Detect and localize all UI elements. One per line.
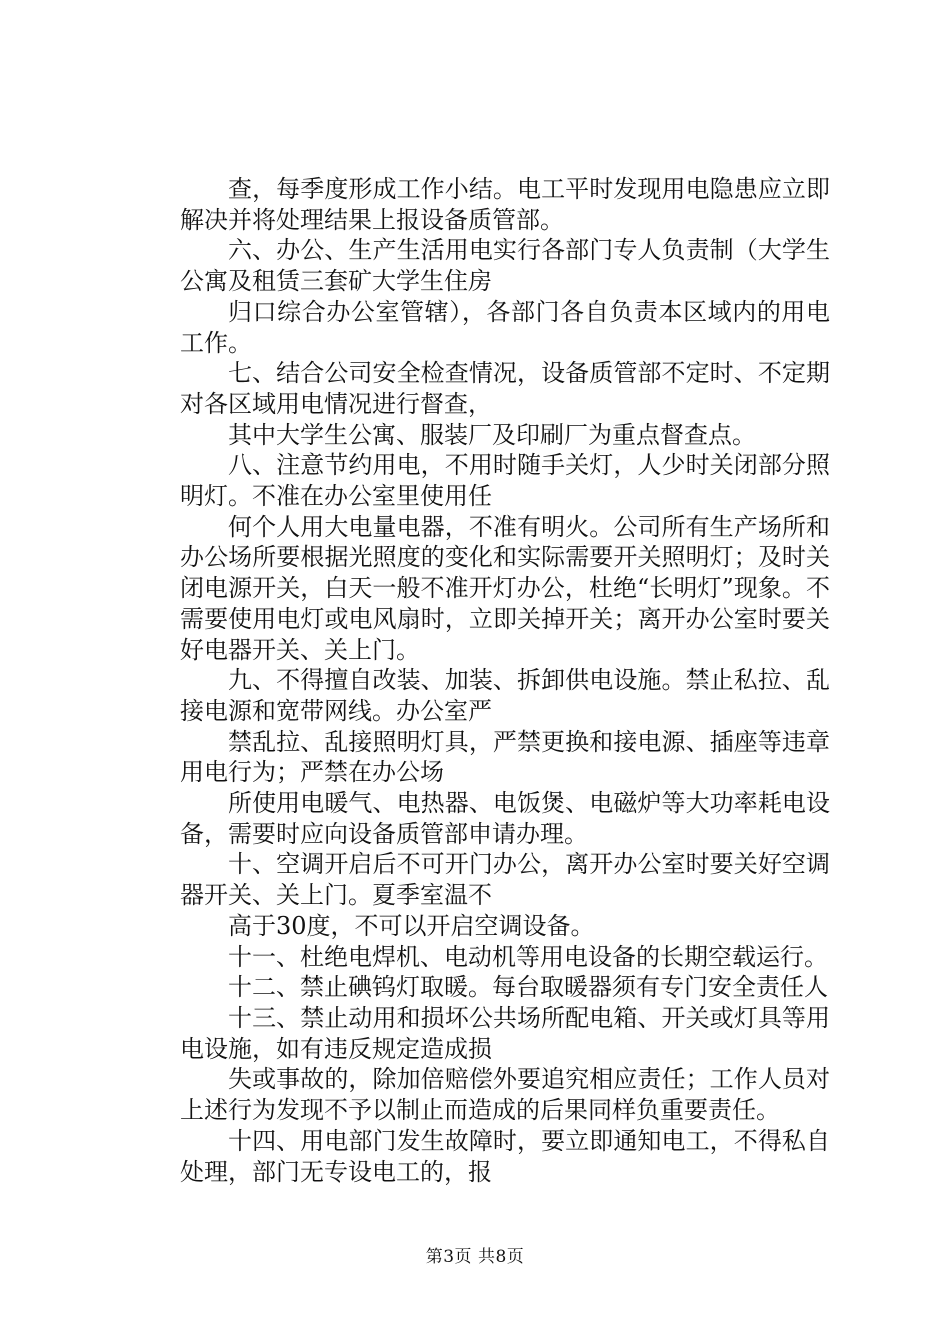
paragraph-15: 十三、禁止动用和损坏公共场所配电箱、开关或灯具等用电设施，如有违反规定造成损 — [180, 1003, 830, 1063]
paragraph-2: 六、办公、生产生活用电实行各部门专人负责制（大学生公寓及租赁三套矿大学生住房 — [180, 236, 830, 296]
paragraph-3: 归口综合办公室管辖），各部门各自负责本区域内的用电工作。 — [180, 297, 830, 357]
paragraph-17: 十四、用电部门发生故障时，要立即通知电工，不得私自处理，部门无专设电工的，报 — [180, 1126, 830, 1186]
paragraph-12: 高于30度，不可以开启空调设备。 — [228, 911, 595, 940]
paragraph-10: 所使用电暖气、电热器、电饭煲、电磁炉等大功率耗电设备，需要时应向设备质管部申请办理。 — [180, 789, 830, 848]
document-body — [180, 174, 830, 1187]
paragraph-7: 何个人用大电量电器，不准有明火。公司所有生产场所和办公场所要根据光照度的变化和实际需要开关照明灯；及时关闭电源开关，白天一般不准开灯办公，杜绝“长明灯”现象。不需要使用电灯或电风扇时，立即关掉开关；离开办公室时要关好电器开关、关上门。 — [180, 512, 830, 664]
paragraph-5: 其中大学生公寓、服装厂及印刷厂为重点督查点。 — [228, 420, 756, 449]
paragraph-6: 八、注意节约用电，不用时随手关灯，人少时关闭部分照明灯。不准在办公室里使用任 — [180, 451, 830, 511]
paragraph-14: 十二、禁止碘钨灯取暖。每台取暖器须有专门安全责任人 — [228, 973, 828, 1002]
paragraph-16: 失或事故的，除加倍赔偿外要追究相应责任；工作人员对上述行为发现不予以制止而造成的后果同样负重要责任。 — [180, 1065, 830, 1125]
paragraph-9: 禁乱拉、乱接照明灯具，严禁更换和接电源、插座等违章用电行为；严禁在办公场 — [180, 727, 830, 787]
paragraph-11: 十、空调开启后不可开门办公，离开办公室时要关好空调器开关、关上门。夏季室温不 — [180, 850, 830, 910]
paragraph-8: 九、不得擅自改装、加装、拆卸供电设施。禁止私拉、乱接电源和宽带网线。办公室严 — [180, 666, 830, 725]
page-number-footer: 第3页 共8页 — [425, 1247, 525, 1267]
paragraph-1: 查，每季度形成工作小结。电工平时发现用电隐患应立即解决并将处理结果上报设备质管部。 — [180, 175, 830, 234]
paragraph-13: 十一、杜绝电焊机、电动机等用电设备的长期空载运行。 — [228, 942, 828, 971]
paragraph-4: 七、结合公司安全检查情况，设备质管部不定时、不定期对各区域用电情况进行督查， — [180, 359, 830, 418]
